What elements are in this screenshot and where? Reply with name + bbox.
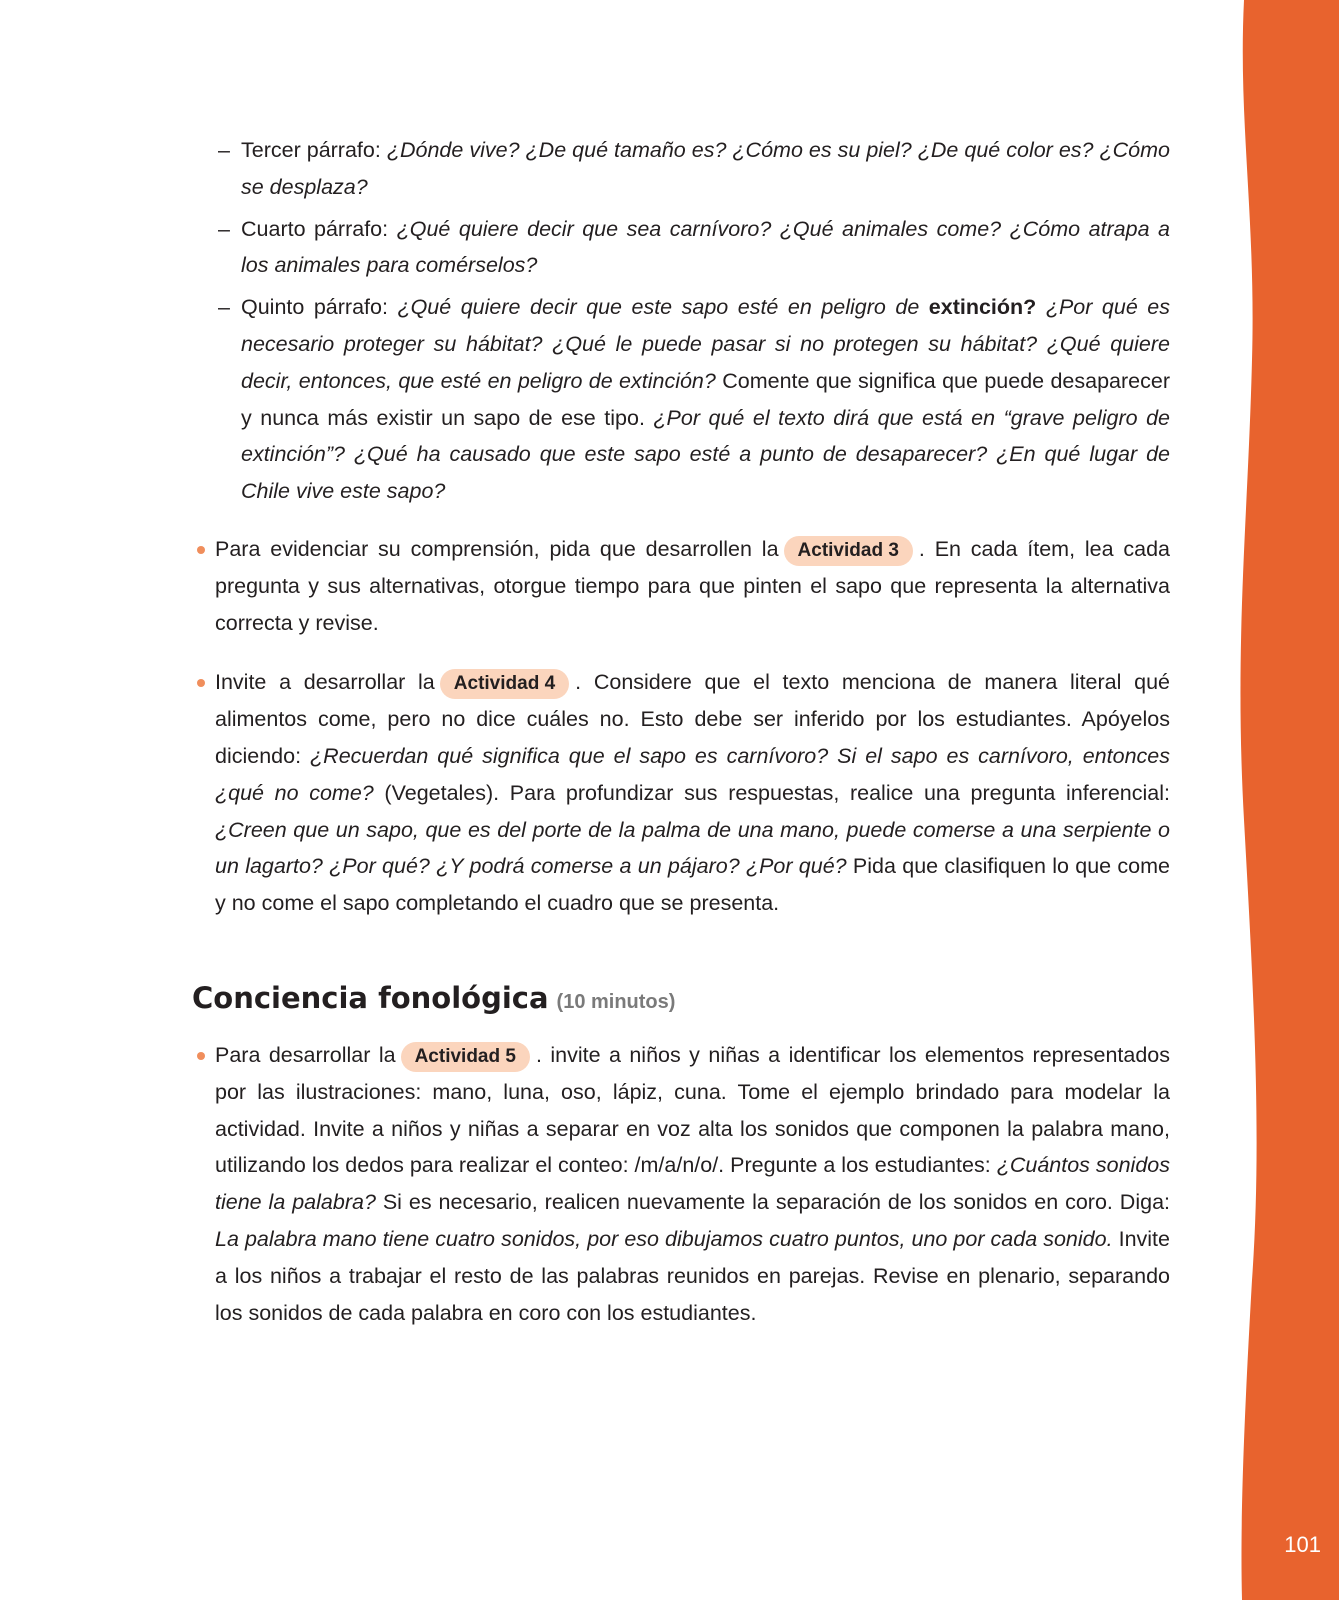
body-text: Si es necesario, realicen nuevamente la separación de los sonidos en coro. Diga:: [375, 1190, 1170, 1215]
list-item: [215, 664, 1170, 922]
italic-questions: ¿Recuerdan qué significa que el sapo es carnívoro? Si el sapo es carnívoro, entonces ¿qué no come?: [215, 743, 1170, 805]
italic-questions: ¿Qué quiere decir que este sapo esté en peligro de: [397, 295, 929, 320]
italic-questions: La palabra mano tiene cuatro sonidos, por eso dibujamos cuatro puntos, uno por cada sonido.: [215, 1226, 1113, 1251]
body-text: . En cada ítem, lea cada pregunta y sus alternativas, otorgue tiempo para que pinten el sapo que representa la alternativa correcta y revise.: [215, 536, 1170, 635]
activity-badge: Actividad 5: [401, 1042, 530, 1072]
italic-questions: ¿Por qué es necesario proteger su hábitat? ¿Qué le puede pasar si no protegen su hábitat? ¿Qué quiere decir, entonces, que esté en peligro de extinción?: [241, 295, 1170, 393]
italic-questions: ¿Creen que un sapo, que es del porte de la palma de una mano, puede comerse a una serpiente o un lagarto? ¿Por qué? ¿Y podrá comerse a un pájaro? ¿Por qué?: [215, 817, 1170, 879]
side-decorative-band: [1240, 0, 1339, 1600]
item-label: Tercer párrafo:: [241, 138, 387, 162]
item-label: Quinto párrafo:: [241, 295, 398, 320]
list-item: [241, 211, 1170, 285]
section-title: Conciencia fonológica: [192, 980, 549, 1015]
section-duration: (10 minutos): [556, 990, 676, 1013]
list-item: [215, 531, 1170, 641]
section-heading: [192, 978, 1170, 1022]
body-text: . invite a niños y niñas a identificar los elementos representados por las ilustraciones: mano, luna, oso, lápiz, cuna. Tome el ejemplo brindado para modelar la actividad. Invite a niños y niñas a separar en voz alta los sonidos que componen la palabra mano, utilizando los dedos para realizar el conteo: /m/a/n/o/. Pregunte a los estudiantes:: [215, 1042, 1170, 1178]
body-text: (Vegetales). Para profundizar sus respuestas, realice una pregunta inferencial:: [373, 780, 1170, 805]
italic-questions: ¿Dónde vive? ¿De qué tamaño es? ¿Cómo es su piel? ¿De qué color es? ¿Cómo se desplaza?: [241, 138, 1171, 199]
item-label: Cuarto párrafo:: [241, 216, 397, 241]
instruction-list: [192, 531, 1170, 922]
bold-term: extinción?: [928, 295, 1037, 320]
body-text: Para evidenciar su comprensión, pida que desarrollen la: [215, 536, 779, 561]
body-text: Invite a los niños a trabajar el resto de las palabras reunidos en parejas. Revise en plenario, separando los sonidos de cada palabra en coro con los estudiantes.: [215, 1226, 1170, 1325]
page-content: [192, 132, 1170, 1331]
paragraph-question-list: [192, 132, 1170, 510]
instruction-list: [192, 1037, 1170, 1331]
list-item: [241, 132, 1170, 206]
body-text: . Considere que el texto menciona de manera literal qué alimentos come, pero no dice cuáles no. Esto debe ser inferido por los estudiantes. Apóyelos diciendo:: [215, 670, 1170, 768]
body-text: Comente que significa que puede desaparecer y nunca más existir un sapo de ese tipo.: [241, 368, 1170, 430]
activity-badge: Actividad 3: [784, 536, 913, 566]
italic-questions: ¿Qué quiere decir que sea carnívoro? ¿Qué animales come? ¿Cómo atrapa a los animales para comérselos?: [241, 216, 1170, 278]
body-text: Pida que clasifiquen lo que come y no come el sapo completando el cuadro que se presenta.: [215, 854, 1170, 916]
list-item: [215, 1037, 1170, 1331]
body-text: Para desarrollar la: [215, 1042, 396, 1067]
body-text: Invite a desarrollar la: [215, 670, 435, 695]
activity-badge: Actividad 4: [440, 669, 569, 699]
italic-questions: ¿Por qué el texto dirá que está en “grave peligro de extinción”? ¿Qué ha causado que este sapo esté a punto de desaparecer? ¿En qué lugar de Chile vive este sapo?: [241, 405, 1170, 504]
page-number: 101: [1284, 1532, 1321, 1557]
list-item: [241, 289, 1170, 510]
italic-questions: ¿Cuántos sonidos tiene la palabra?: [215, 1153, 1170, 1215]
